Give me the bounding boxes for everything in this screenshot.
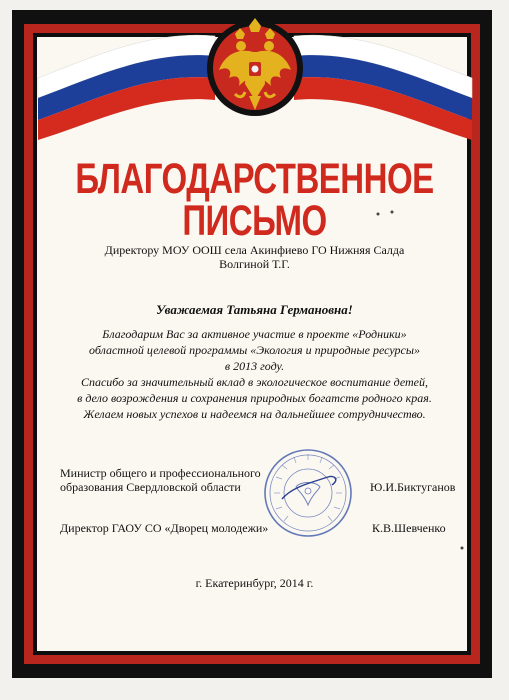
title-line-2: ПИСЬМО (182, 196, 327, 245)
signatory-1-title-line-2: образования Свердловской области (60, 480, 241, 494)
body-line-3: в 2013 году. (224, 359, 285, 373)
signatory-1-title-line-1: Министр общего и профессионального (60, 466, 261, 480)
body-line-1: Благодарим Вас за активное участие в проекте «Родники» (102, 327, 407, 341)
addressee-line-2: Волгиной Т.Г. (219, 257, 290, 271)
greeting: Уважаемая Татьяна Германовна! (156, 302, 353, 317)
signatory-2-name: К.В.Шевченко (372, 521, 446, 535)
signatory-2-title: Директор ГАОУ СО «Дворец молодежи» (60, 521, 269, 535)
official-round-seal-icon (262, 447, 354, 539)
body-line-6: Желаем новых успехов и надеемся на дальнейшее сотрудничество. (83, 407, 426, 421)
place-and-date: г. Екатеринбург, 2014 г. (195, 576, 314, 590)
body-line-4: Спасибо за значительный вклад в экологическое воспитание детей, (80, 375, 429, 389)
body-line-5: в дело возрождения и сохранения природных богатств родного края. (77, 391, 432, 405)
title-line-1: БЛАГОДАРСТВЕННОЕ (75, 154, 434, 203)
body-line-2: областной целевой программы «Экология и природные ресурсы» (89, 343, 420, 357)
double-headed-eagle-emblem-icon (205, 12, 305, 122)
addressee-line-1: Директору МОУ ООШ села Акинфиево ГО Нижняя Салда (104, 243, 405, 257)
signatory-1-name: Ю.И.Биктуганов (370, 480, 456, 494)
